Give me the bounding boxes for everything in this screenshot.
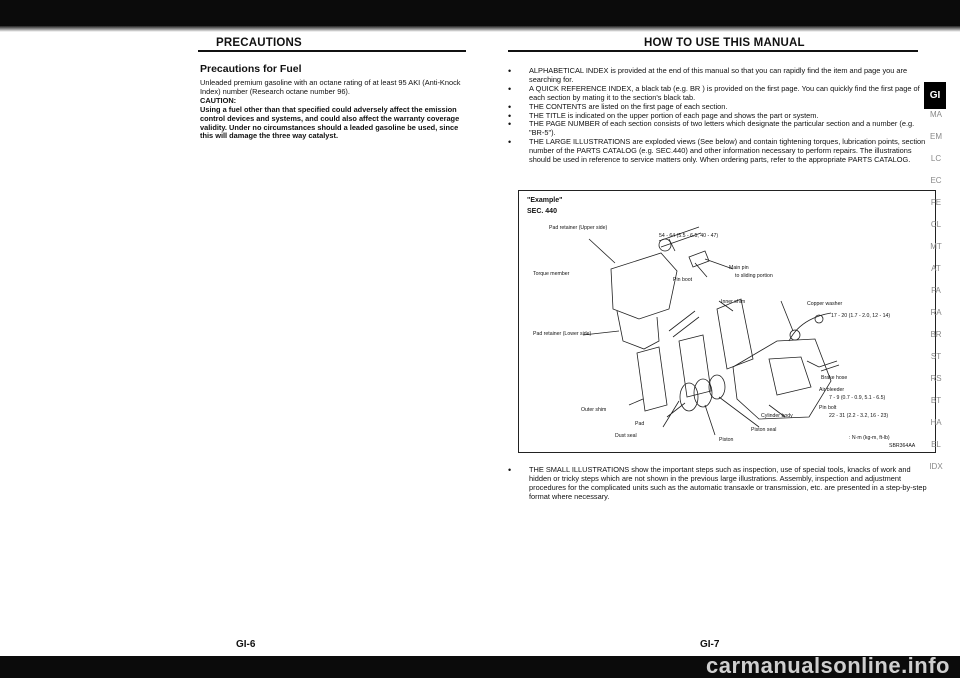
bullet-large-illustrations: • THE LARGE ILLUSTRATIONS are exploded views (See below) and contain tightening torques, lubrication points, section number of the PARTS CATALOG (e.g. SEC.440) and other information necessary to perform repairs. The illustrations should be used in reference to service matters only. When ordering parts, refer to the appropriate PARTS CATALOG. [508,138,928,165]
outer-pad-shape [637,347,667,411]
left-header-rule [198,50,466,52]
label-pad-retainer-upper: Pad retainer (Upper side) [549,225,608,231]
label-ref-code: SBR364AA [889,443,916,449]
tab-rs[interactable]: RS [930,374,942,383]
bullet-small-illustrations: • THE SMALL ILLUSTRATIONS show the important steps such as inspection, use of special tools, knacks of work and hidden or tricky steps which are not shown in the previous large illustrations. Assembly, inspection and adjustment procedures for the complicated units such as the automatic transaxle or transmission, etc. are presented in a step-by-step format where necessary. [508,466,928,502]
bullet-contents: • THE CONTENTS are listed on the first page of each section. [508,103,928,112]
right-page-header: HOW TO USE THIS MANUAL [644,37,805,49]
fuel-spec-text: Unleaded premium gasoline with an octane rating of at least 95 AKI (Anti-Knock Index) number (Research octane number 96). [200,78,461,96]
label-copper-washer: Copper washer [807,301,843,307]
left-page-body [200,63,462,141]
right-page-body [508,67,928,165]
caution-label: CAUTION: [200,95,237,105]
left-page-number: GI-6 [236,639,256,650]
label-pin-boot: Pin boot [673,277,693,283]
pin-lower [669,311,699,337]
label-piston-seal: Piston seal [751,427,777,433]
bullet-alphabetical-index: • ALPHABETICAL INDEX is provided at the end of this manual so that you can rapidly find the item and page you are searching for. [508,67,928,85]
label-torque-2: 17 - 20 (1.7 - 2.0, 12 - 14) [831,313,891,319]
watermark-text: carmanualsonline.info [706,653,950,678]
label-torque-member: Torque member [533,271,570,277]
label-inner-shim: Inner shim [721,299,746,305]
tab-at[interactable]: AT [931,264,941,273]
example-title: "Example" [527,197,563,204]
tab-cl[interactable]: CL [930,220,942,229]
dust-seal-shape [680,383,698,411]
tab-ma[interactable]: MA [930,110,942,119]
top-scan-fade [0,26,960,32]
tab-el[interactable]: EL [931,440,941,449]
bullet-quick-reference: • A QUICK REFERENCE INDEX, a black tab (e.g. BR ) is provided on the first page. You can quickly find the first page of each section by mating it to the section's black tab. [508,85,928,103]
label-pad: Pad [635,421,645,427]
label-dust-seal: Dust seal [615,433,637,439]
tab-ra[interactable]: RA [930,308,942,317]
manual-bullets [508,67,928,165]
bolt-head-upper [659,239,671,251]
tab-em[interactable]: EM [930,132,942,141]
tab-idx[interactable]: IDX [929,462,943,471]
label-main-pin: Main pin [729,265,749,271]
label-brake-hose: Brake hose [821,375,848,381]
quick-reference-tab-list [916,110,956,484]
caution-text: Using a fuel other than that specified could adversely affect the emission control devices and systems, and could also affect the warranty coverage validity. Under no circumstances should a leaded gasoline be used, since this will damage the three way catalyst. [200,104,460,141]
tab-fe[interactable]: FE [930,198,942,207]
section-title: Precautions for Fuel [200,63,302,75]
right-header-rule [508,50,918,52]
tab-br[interactable]: BR [930,330,942,339]
tab-st[interactable]: ST [930,352,942,361]
label-torque-4: 22 - 31 (2.2 - 3.2, 16 - 23) [829,413,889,419]
bullet-title: • THE TITLE is indicated on the upper portion of each page and shows the part or system. [508,112,928,121]
tab-mt[interactable]: MT [930,242,942,251]
label-air-bleeder: Air bleeder [819,387,845,393]
air-bleeder-shape [819,361,839,371]
cylinder-body-shape [733,339,831,419]
tab-lc[interactable]: LC [930,154,942,163]
tab-ha[interactable]: HA [930,418,942,427]
right-page-number: GI-7 [700,639,720,650]
label-outer-shim: Outer shim [581,407,607,413]
label-piston: Piston [719,437,734,443]
left-page-header: PRECAUTIONS [216,37,302,49]
example-illustration [518,190,936,453]
small-illustrations-list [508,466,928,502]
label-torque-3: 7 - 9 (0.7 - 0.9, 5.1 - 6.5) [829,395,886,401]
torque-member-shape [611,253,677,319]
tab-ec[interactable]: EC [930,176,942,185]
label-cylinder-body: Cylinder body [761,413,793,419]
tab-bt[interactable]: BT [930,396,942,405]
bullet-page-number: • THE PAGE NUMBER of each section consists of two letters which designate the particular section and a number (e.g. "BR-5"). [508,120,928,138]
label-pad-retainer-lower: Pad retainer (Lower side) [533,331,592,337]
tab-fa[interactable]: FA [931,286,941,295]
quick-reference-tab-active[interactable]: GI [924,82,946,109]
torque-member-lower [617,311,659,349]
label-torque-1: 54 - 64 (5.5 - 6.5, 40 - 47) [659,233,719,239]
example-section: SEC. 440 [527,208,557,215]
label-unit-note: : N·m (kg-m, ft-lb) [849,435,890,441]
label-pin-bolt: Pin bolt [819,405,837,411]
brake-hose-shape [789,313,831,341]
cylinder-bore [769,357,811,395]
label-sliding-portion: to sliding portion [735,273,773,279]
small-illustrations-block [508,466,928,502]
